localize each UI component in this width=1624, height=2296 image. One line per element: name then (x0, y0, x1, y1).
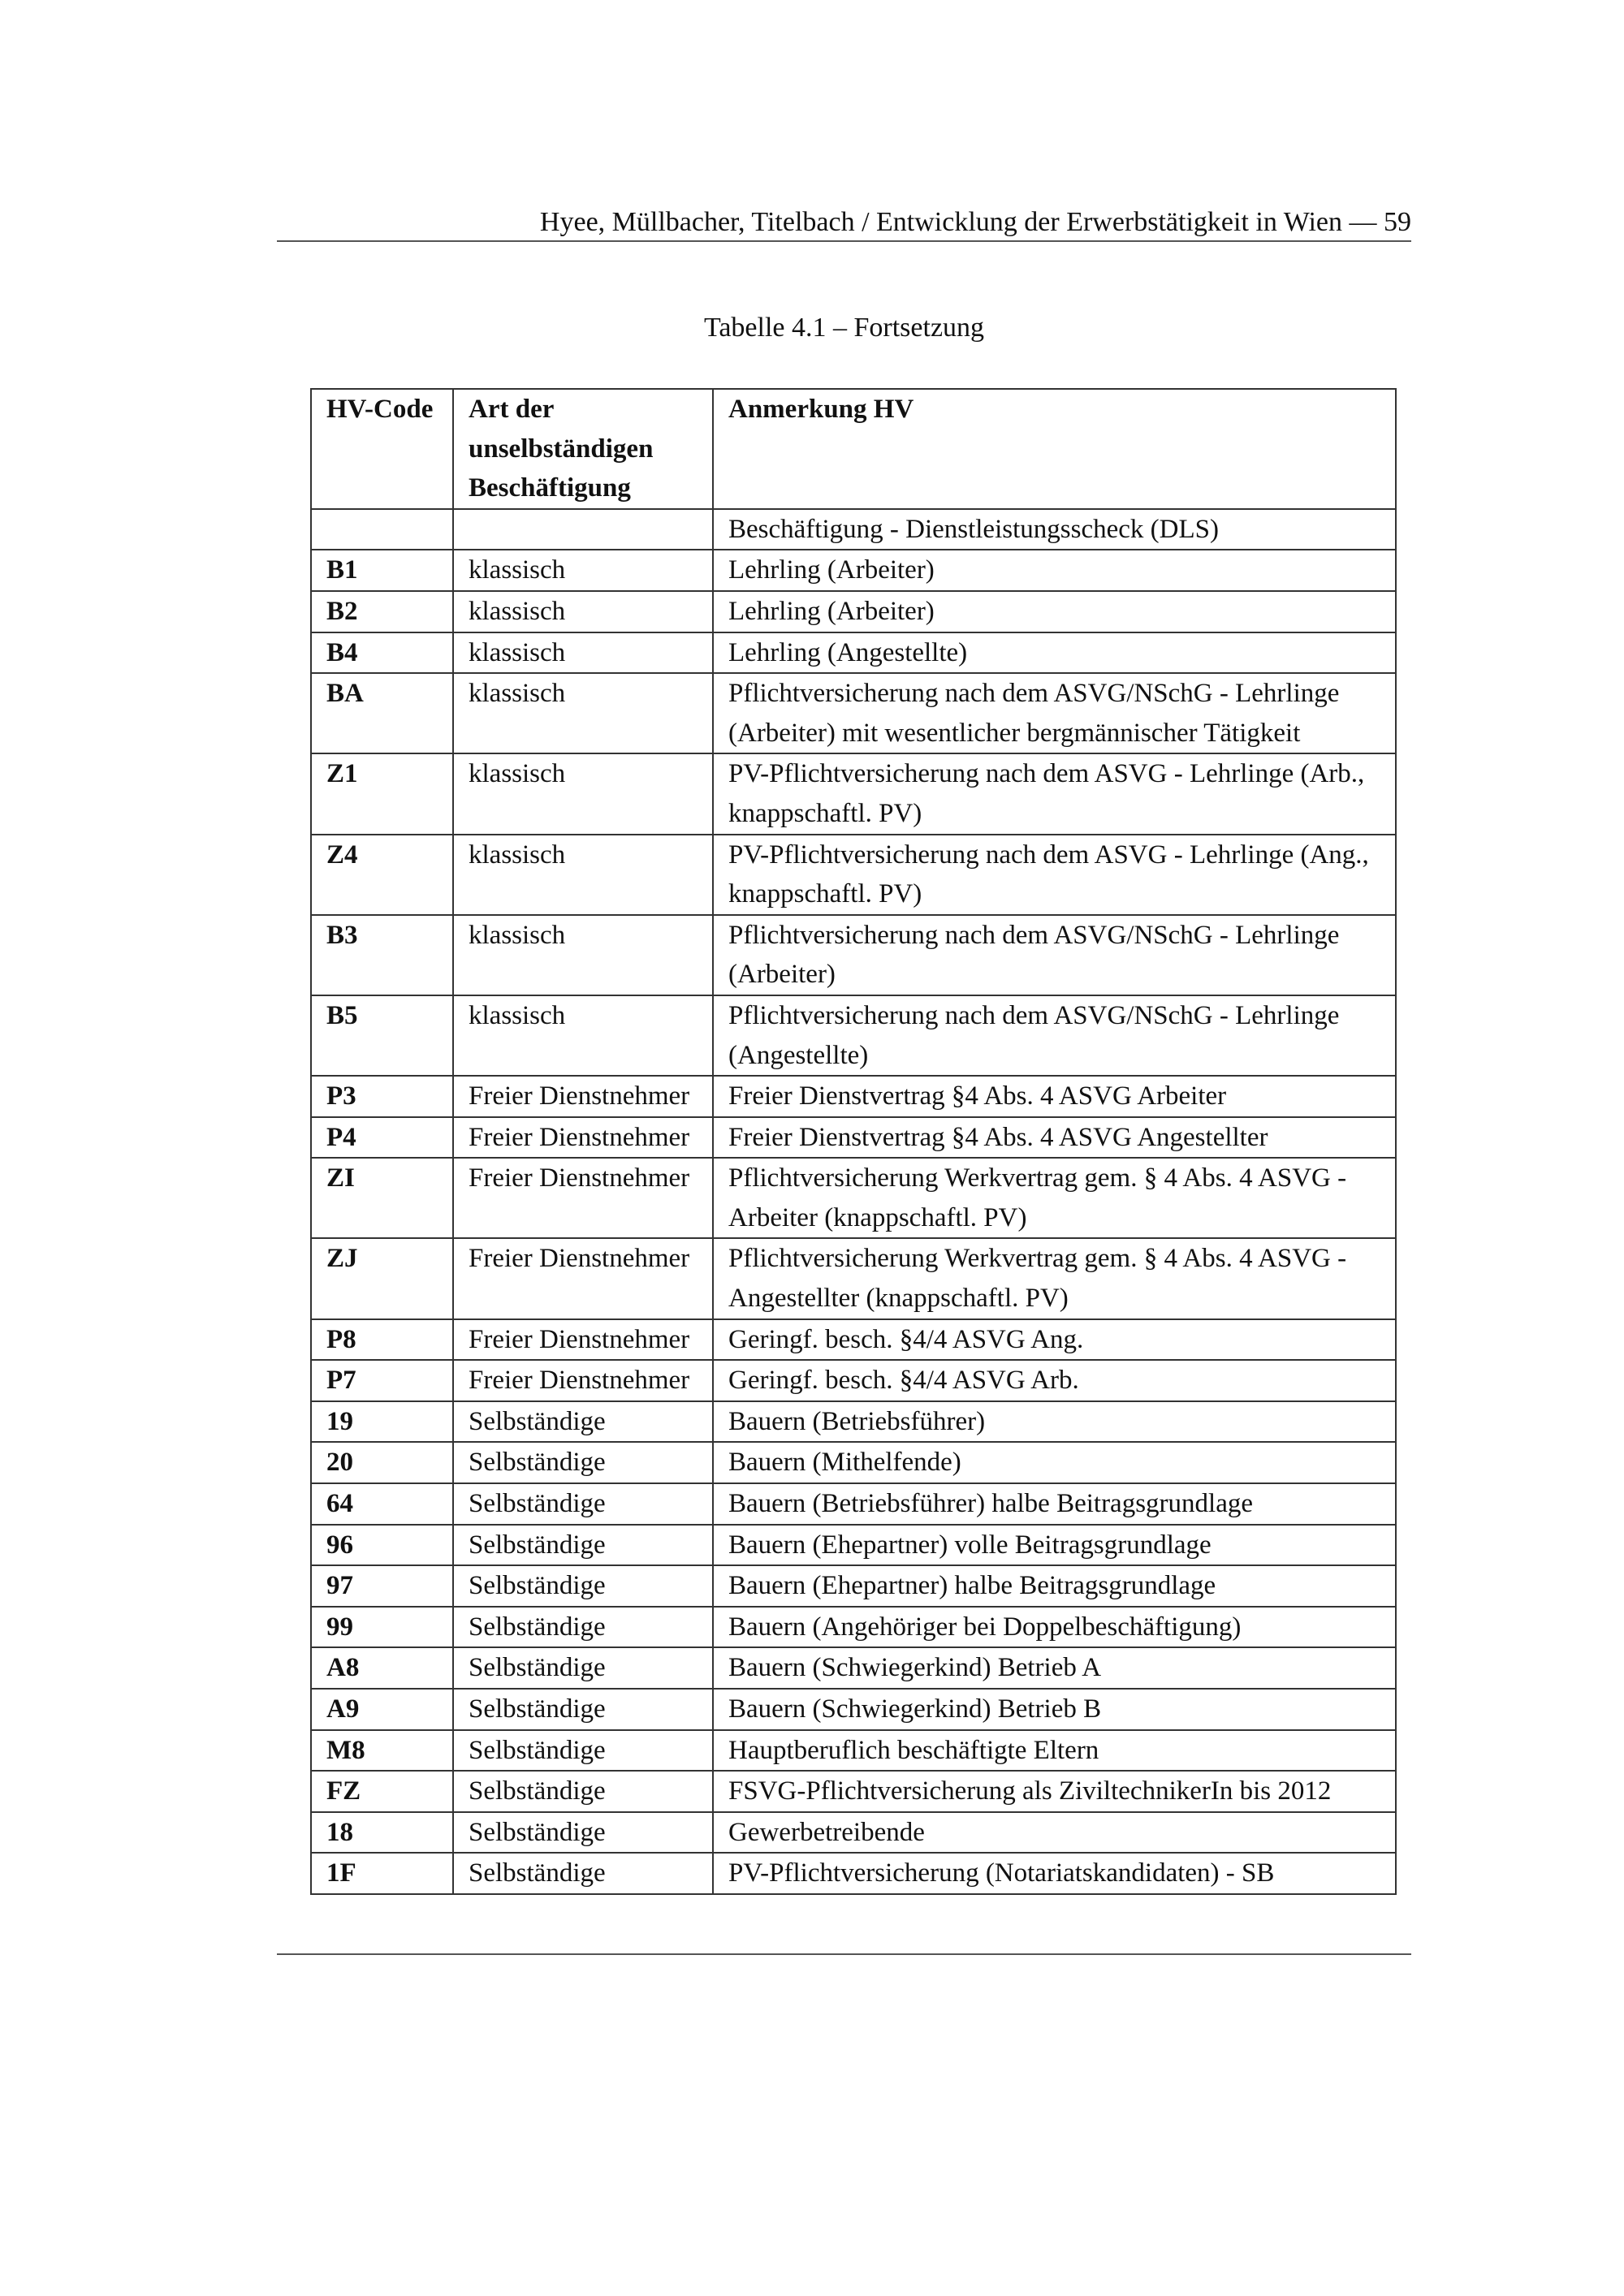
art-cell: Selbständige (453, 1771, 713, 1812)
hv-code-cell: 97 (311, 1565, 453, 1607)
column-header-hv-code: HV-Code (311, 389, 453, 509)
table-row (311, 1319, 1396, 1361)
anmerkung-cell: Hauptberuflich beschäftigte Eltern (713, 1730, 1396, 1772)
anmerkung-cell: Geringf. besch. §4/4 ASVG Ang. (713, 1319, 1396, 1361)
hv-code-cell: 99 (311, 1607, 453, 1648)
art-cell: klassisch (453, 591, 713, 632)
hv-code-cell: B5 (311, 995, 453, 1076)
art-cell: klassisch (453, 995, 713, 1076)
anmerkung-cell: Bauern (Betriebsführer) halbe Beitragsgrundlage (713, 1483, 1396, 1525)
table-row (311, 1158, 1396, 1238)
column-header-anmerkung: Anmerkung HV (713, 389, 1396, 509)
anmerkung-cell: Bauern (Mithelfende) (713, 1442, 1396, 1483)
hv-code-table (310, 388, 1397, 1895)
hv-code-cell: A9 (311, 1689, 453, 1730)
table-row (311, 550, 1396, 591)
table-row (311, 1442, 1396, 1483)
running-header: Hyee, Müllbacher, Titelbach / Entwicklung der Erwerbstätigkeit in Wien — 59 (539, 207, 1411, 237)
hv-code-cell: ZI (311, 1158, 453, 1238)
art-cell: Freier Dienstnehmer (453, 1076, 713, 1117)
art-cell: Selbständige (453, 1401, 713, 1443)
hv-code-cell: P4 (311, 1117, 453, 1159)
hv-code-cell: P3 (311, 1076, 453, 1117)
anmerkung-cell: Bauern (Schwiegerkind) Betrieb B (713, 1689, 1396, 1730)
table-row (311, 1730, 1396, 1772)
anmerkung-cell: Gewerbetreibende (713, 1812, 1396, 1854)
anmerkung-cell: Pflichtversicherung Werkvertrag gem. § 4 Abs. 4 ASVG - Arbeiter (knappschaftl. PV) (713, 1158, 1396, 1238)
art-cell: Selbständige (453, 1730, 713, 1772)
table-row (311, 1401, 1396, 1443)
hv-code-cell: P7 (311, 1360, 453, 1401)
anmerkung-cell: Bauern (Ehepartner) volle Beitragsgrundlage (713, 1525, 1396, 1566)
hv-code-cell: Z1 (311, 753, 453, 834)
hv-code-cell: B4 (311, 632, 453, 674)
header-rule (277, 240, 1411, 242)
footer-rule (277, 1953, 1411, 1955)
art-cell (453, 509, 713, 550)
art-cell: Selbständige (453, 1853, 713, 1894)
art-cell: klassisch (453, 915, 713, 995)
table-row (311, 835, 1396, 915)
art-cell: Freier Dienstnehmer (453, 1319, 713, 1361)
table-header-row (311, 389, 1396, 509)
anmerkung-cell: Bauern (Ehepartner) halbe Beitragsgrundlage (713, 1565, 1396, 1607)
hv-code-cell: M8 (311, 1730, 453, 1772)
hv-code-cell: 64 (311, 1483, 453, 1525)
table-row (311, 1483, 1396, 1525)
hv-code-cell: 96 (311, 1525, 453, 1566)
hv-code-cell: A8 (311, 1647, 453, 1689)
anmerkung-cell: Freier Dienstvertrag §4 Abs. 4 ASVG Arbeiter (713, 1076, 1396, 1117)
table-row (311, 1076, 1396, 1117)
art-cell: Freier Dienstnehmer (453, 1238, 713, 1318)
art-cell: klassisch (453, 835, 713, 915)
hv-code-cell: B3 (311, 915, 453, 995)
hv-code-cell (311, 509, 453, 550)
anmerkung-cell: Bauern (Schwiegerkind) Betrieb A (713, 1647, 1396, 1689)
anmerkung-cell: FSVG-Pflichtversicherung als ZiviltechnikerIn bis 2012 (713, 1771, 1396, 1812)
column-header-art: Art der unselbständigen Beschäftigung (453, 389, 713, 509)
art-cell: Freier Dienstnehmer (453, 1360, 713, 1401)
art-cell: Selbständige (453, 1607, 713, 1648)
table-row (311, 1525, 1396, 1566)
table-row (311, 591, 1396, 632)
hv-code-cell: P8 (311, 1319, 453, 1361)
hv-code-cell: FZ (311, 1771, 453, 1812)
table-row (311, 1117, 1396, 1159)
art-cell: klassisch (453, 673, 713, 753)
art-cell: klassisch (453, 753, 713, 834)
hv-code-cell: 18 (311, 1812, 453, 1854)
anmerkung-cell: PV-Pflichtversicherung nach dem ASVG - Lehrlinge (Ang., knappschaftl. PV) (713, 835, 1396, 915)
hv-code-cell: 1F (311, 1853, 453, 1894)
art-cell: Selbständige (453, 1442, 713, 1483)
hv-code-cell: Z4 (311, 835, 453, 915)
anmerkung-cell: Lehrling (Arbeiter) (713, 591, 1396, 632)
art-cell: Selbständige (453, 1483, 713, 1525)
anmerkung-cell: Pflichtversicherung nach dem ASVG/NSchG - Lehrlinge (Arbeiter) (713, 915, 1396, 995)
anmerkung-cell: Pflichtversicherung nach dem ASVG/NSchG - Lehrlinge (Arbeiter) mit wesentlicher bergmännischer Tätigkeit (713, 673, 1396, 753)
art-cell: Selbständige (453, 1525, 713, 1566)
table-row (311, 915, 1396, 995)
table-row (311, 1812, 1396, 1854)
table-row (311, 1607, 1396, 1648)
table-row (311, 1689, 1396, 1730)
table-row (311, 1238, 1396, 1318)
table-body (311, 509, 1396, 1894)
table-row (311, 1360, 1396, 1401)
table-row (311, 673, 1396, 753)
anmerkung-cell: PV-Pflichtversicherung (Notariatskandidaten) - SB (713, 1853, 1396, 1894)
anmerkung-cell: PV-Pflichtversicherung nach dem ASVG - Lehrlinge (Arb., knappschaftl. PV) (713, 753, 1396, 834)
anmerkung-cell: Beschäftigung - Dienstleistungsscheck (DLS) (713, 509, 1396, 550)
anmerkung-cell: Lehrling (Arbeiter) (713, 550, 1396, 591)
art-cell: klassisch (453, 550, 713, 591)
table-row (311, 995, 1396, 1076)
hv-code-cell: B1 (311, 550, 453, 591)
anmerkung-cell: Geringf. besch. §4/4 ASVG Arb. (713, 1360, 1396, 1401)
hv-code-cell: 19 (311, 1401, 453, 1443)
table-row (311, 1853, 1396, 1894)
anmerkung-cell: Bauern (Angehöriger bei Doppelbeschäftigung) (713, 1607, 1396, 1648)
art-cell: Freier Dienstnehmer (453, 1158, 713, 1238)
art-cell: Selbständige (453, 1647, 713, 1689)
anmerkung-cell: Freier Dienstvertrag §4 Abs. 4 ASVG Angestellter (713, 1117, 1396, 1159)
hv-code-cell: B2 (311, 591, 453, 632)
art-cell: Selbständige (453, 1689, 713, 1730)
table-row (311, 753, 1396, 834)
anmerkung-cell: Lehrling (Angestellte) (713, 632, 1396, 674)
art-cell: Selbständige (453, 1565, 713, 1607)
table-row (311, 509, 1396, 550)
hv-code-cell: BA (311, 673, 453, 753)
anmerkung-cell: Bauern (Betriebsführer) (713, 1401, 1396, 1443)
art-cell: Freier Dienstnehmer (453, 1117, 713, 1159)
table-caption: Tabelle 4.1 – Fortsetzung (703, 313, 985, 343)
anmerkung-cell: Pflichtversicherung Werkvertrag gem. § 4 Abs. 4 ASVG - Angestellter (knappschaftl. PV) (713, 1238, 1396, 1318)
table-row (311, 632, 1396, 674)
table-row (311, 1565, 1396, 1607)
hv-code-cell: ZJ (311, 1238, 453, 1318)
table-row (311, 1771, 1396, 1812)
hv-code-cell: 20 (311, 1442, 453, 1483)
art-cell: klassisch (453, 632, 713, 674)
anmerkung-cell: Pflichtversicherung nach dem ASVG/NSchG - Lehrlinge (Angestellte) (713, 995, 1396, 1076)
art-cell: Selbständige (453, 1812, 713, 1854)
table-row (311, 1647, 1396, 1689)
